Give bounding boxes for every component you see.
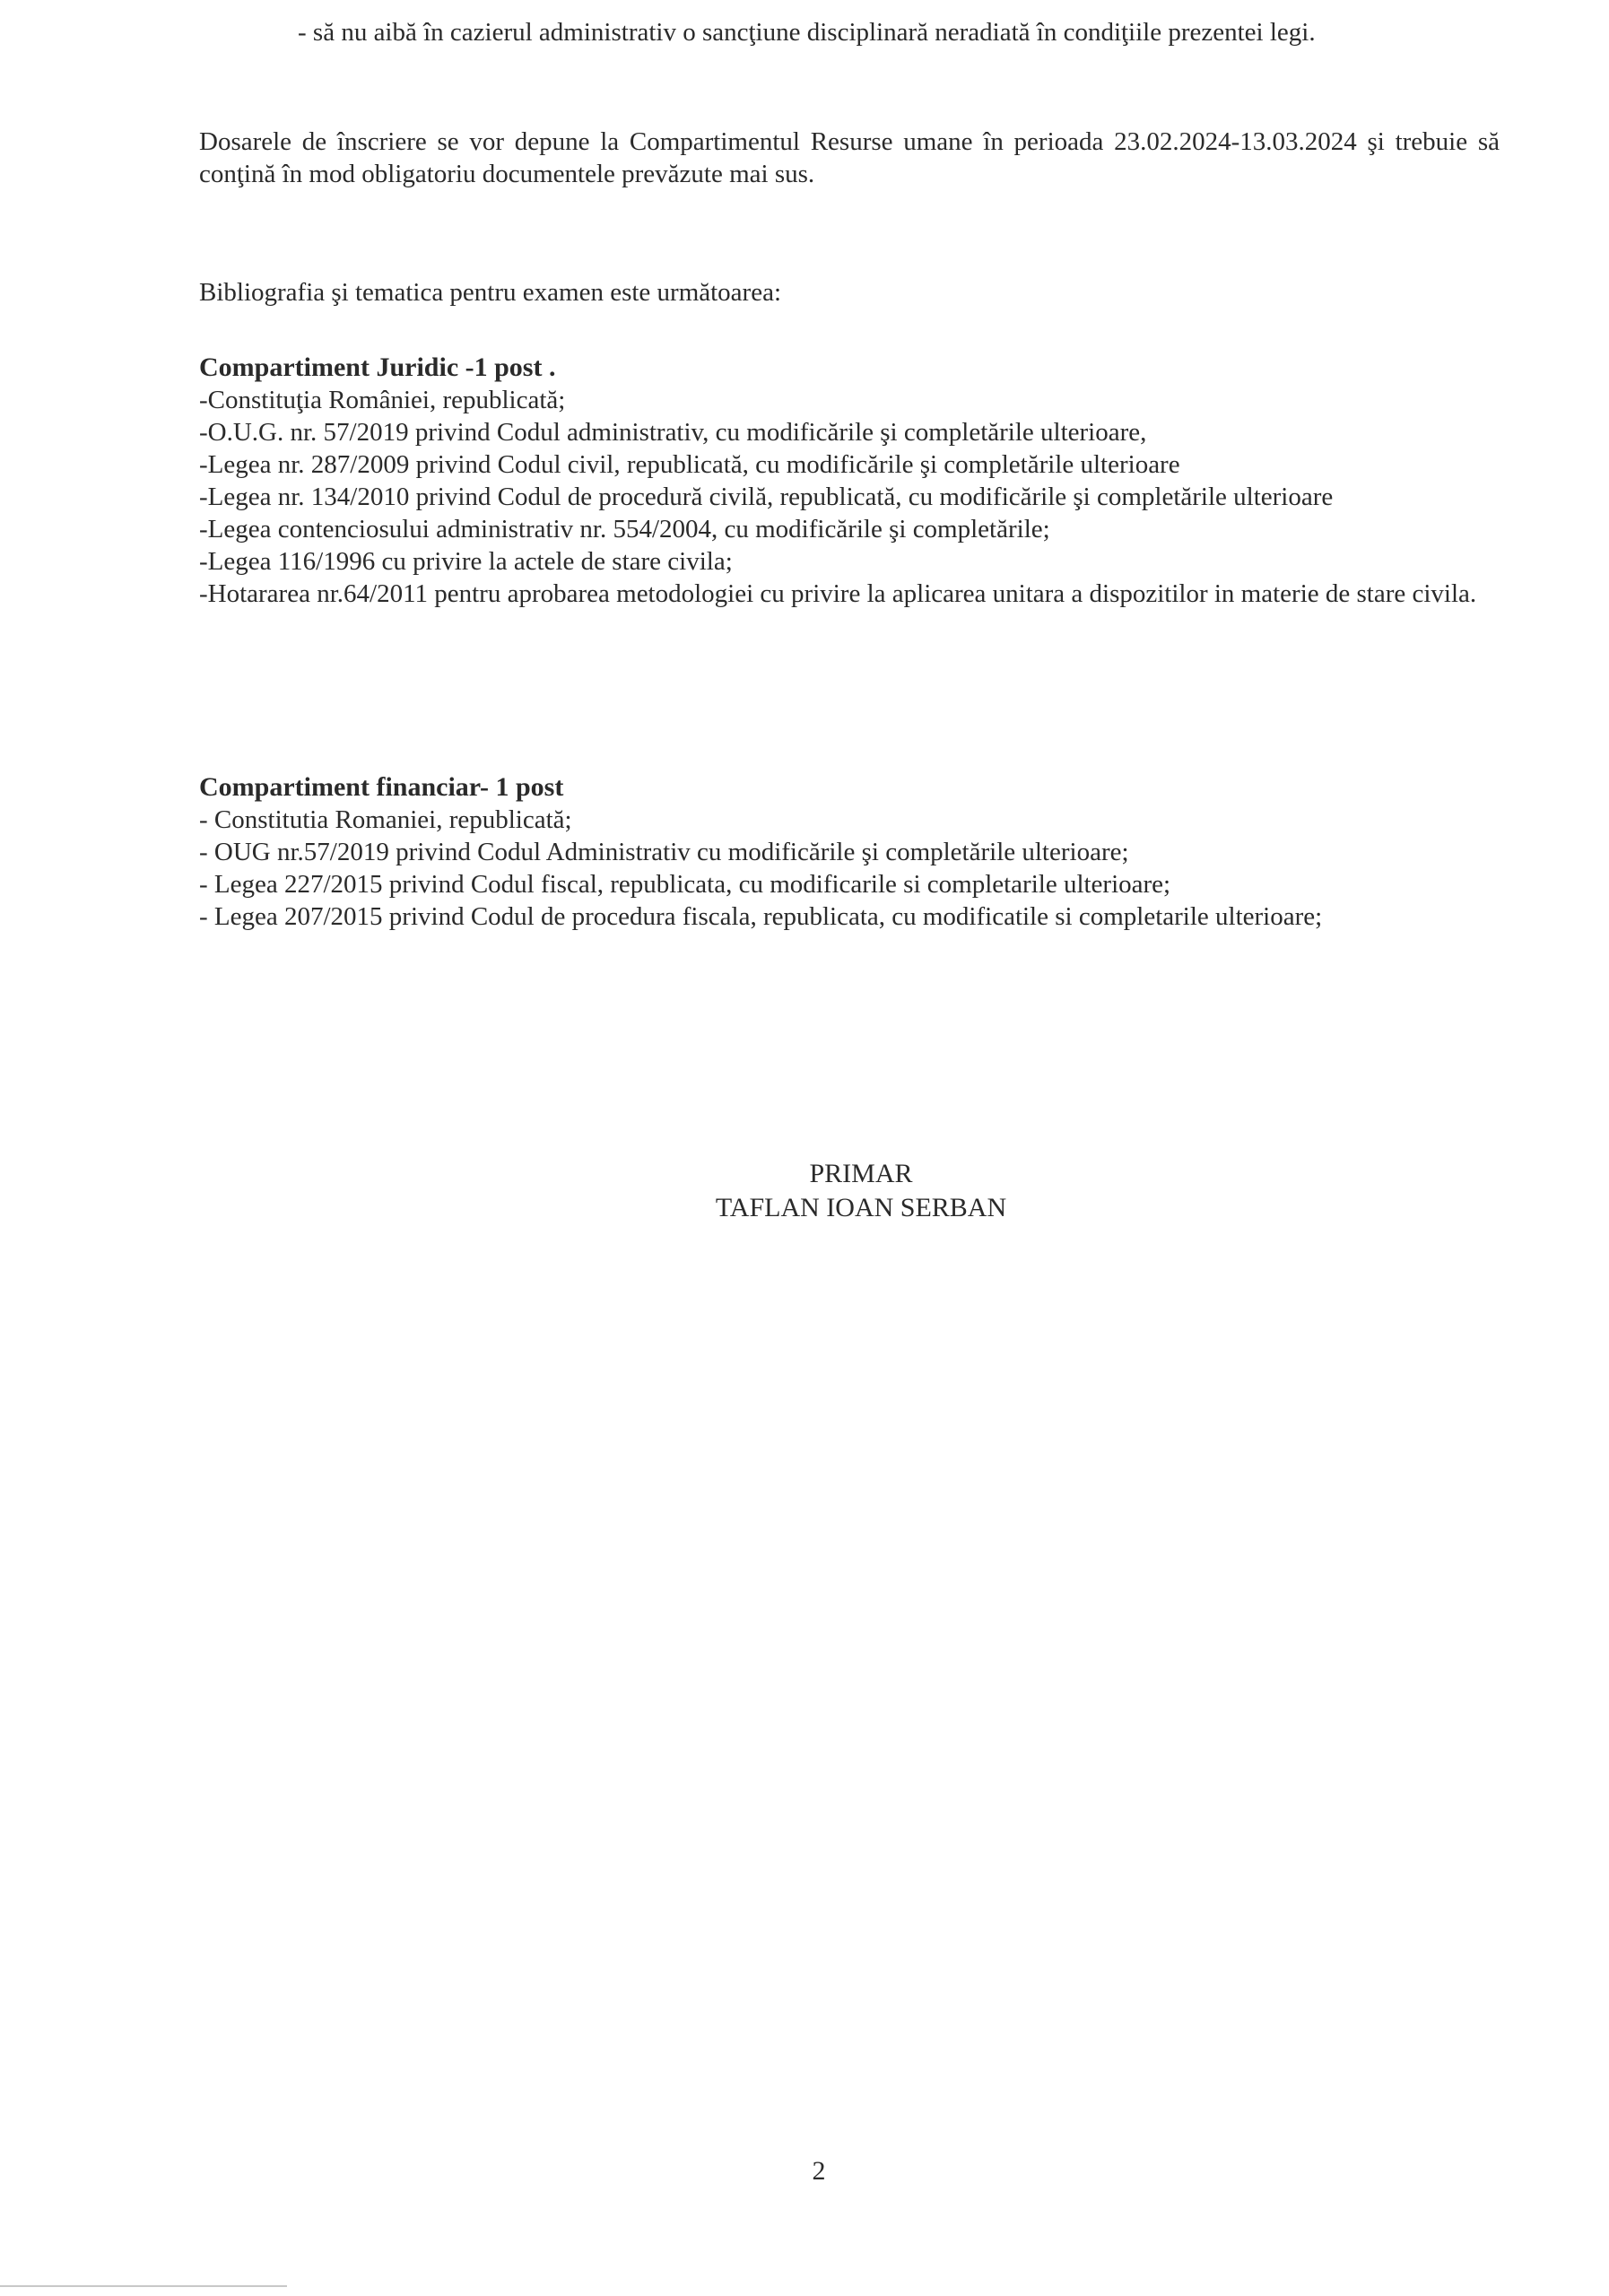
section-title: Compartiment financiar- 1 post: [199, 772, 564, 802]
signature-role: PRIMAR: [809, 1159, 913, 1188]
list-item: -Legea 116/1996 cu privire la actele de stare civila;: [199, 547, 733, 576]
condition-paragraph: - să nu aibă în cazierul administrativ o sancţiune disciplinară neradiată în condiţiile prezentei legi.: [298, 18, 1316, 47]
page-number: 2: [812, 2156, 826, 2186]
list-item: -Constituţia României, republicată;: [199, 386, 566, 414]
section-financiar: [199, 771, 1500, 933]
list-item: -Hotararea nr.64/2011 pentru aprobarea metodologiei cu privire la aplicarea unitara a dispozitilor in materie de stare civila.: [199, 579, 1477, 608]
submission-paragraph: Dosarele de înscriere se vor depune la Compartimentul Resurse umane în perioada 23.02.2024-13.03.2024 şi trebuie să conţină în mod obligatoriu documentele prevăzute mai sus.: [199, 127, 1500, 188]
signature-block: [0, 1157, 1609, 1225]
list-item: -O.U.G. nr. 57/2019 privind Codul administrativ, cu modificările şi completările ulterioare,: [199, 418, 1147, 447]
bibliography-intro: Bibliografia şi tematica pentru examen este următoarea:: [199, 278, 782, 307]
list-item: - Constitutia Romaniei, republicată;: [199, 805, 572, 834]
list-item: - Legea 207/2015 privind Codul de procedura fiscala, republicata, cu modificatile si completarile ulterioare;: [199, 902, 1323, 931]
signature-name: TAFLAN IOAN SERBAN: [715, 1193, 1007, 1222]
list-item: -Legea contenciosului administrativ nr. 554/2004, cu modificările şi completările;: [199, 515, 1050, 544]
list-item: -Legea nr. 287/2009 privind Codul civil, republicată, cu modificările şi completările ulterioare: [199, 450, 1180, 479]
list-item: - OUG nr.57/2019 privind Codul Administrativ cu modificările şi completările ulterioare;: [199, 838, 1129, 866]
list-item: - Legea 227/2015 privind Codul fiscal, republicata, cu modificarile si completarile ulterioare;: [199, 870, 1171, 899]
bibliography-list: [199, 804, 1500, 933]
bibliography-list: [199, 384, 1500, 610]
scan-edge-line: [0, 2285, 287, 2287]
list-item: -Legea nr. 134/2010 privind Codul de procedură civilă, republicată, cu modificările şi completările ulterioare: [199, 483, 1334, 511]
section-juridic: [199, 352, 1500, 610]
section-title: Compartiment Juridic -1 post .: [199, 352, 556, 382]
